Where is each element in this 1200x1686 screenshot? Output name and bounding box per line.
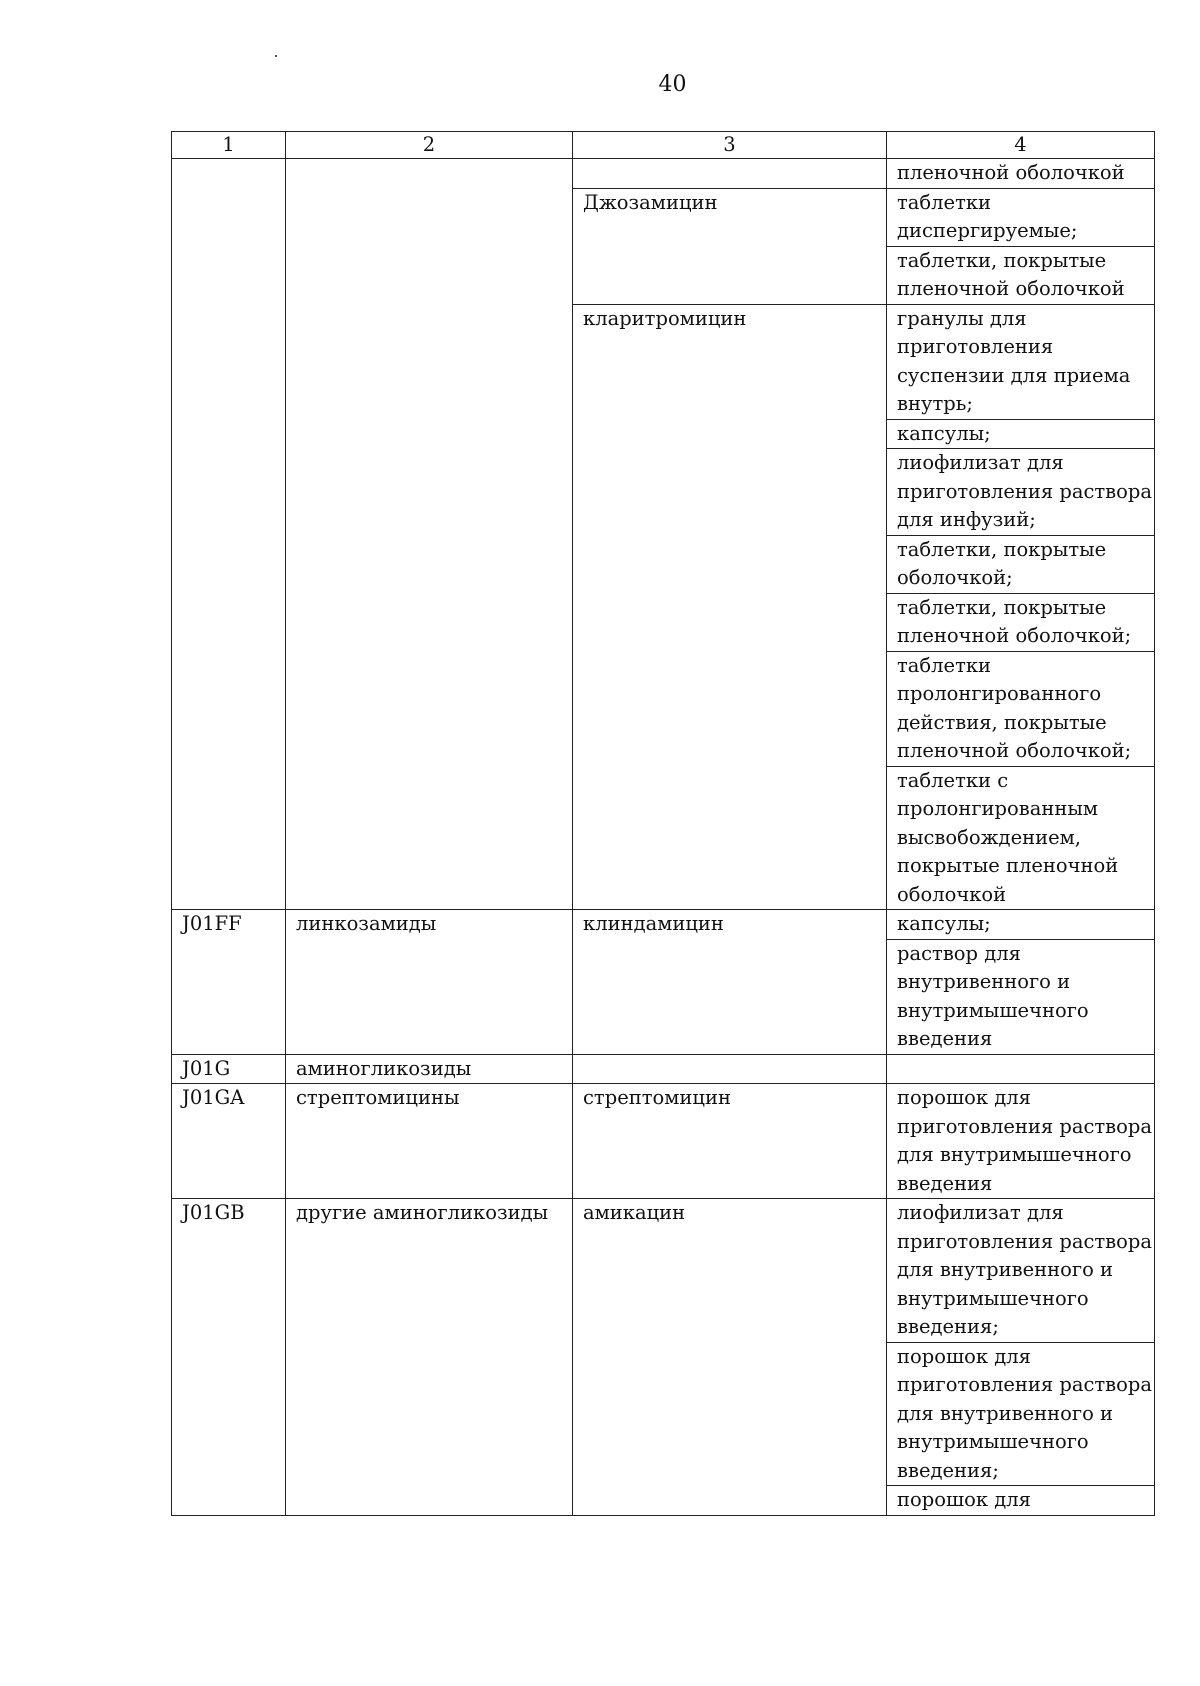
drug-cell: Джозамицин <box>573 188 887 304</box>
forms-cell <box>887 1084 1155 1199</box>
dosage-form: таблетки с пролонгированным высвобождением, покрытые пленочной оболочкой <box>897 768 1119 906</box>
header-col-1: 1 <box>172 132 286 159</box>
dosage-form: капсулы; <box>887 910 1155 940</box>
group-cell <box>286 159 573 910</box>
forms-cell <box>887 304 1155 910</box>
table-row <box>172 910 1155 1055</box>
dosage-form: пленочной оболочкой <box>897 161 1125 184</box>
drug-cell <box>573 159 887 189</box>
group-cell: стрептомицины <box>286 1084 573 1199</box>
atc-code-cell: J01FF <box>172 910 286 1055</box>
forms-cell <box>887 910 1155 1055</box>
forms-cell <box>887 1054 1155 1084</box>
drug-cell: клиндамицин <box>573 910 887 1055</box>
forms-cell <box>887 1199 1155 1516</box>
page-number: 40 <box>658 72 687 97</box>
dosage-form: раствор для внутривенного и внутримышечного введения <box>897 941 1089 1050</box>
dosage-form: лиофилизат для приготовления раствора для инфузий; <box>887 449 1155 536</box>
table-row <box>172 1084 1155 1199</box>
dosage-form: таблетки пролонгированного действия, покрытые пленочной оболочкой; <box>887 652 1155 767</box>
dosage-form: таблетки, покрытые оболочкой; <box>887 536 1155 594</box>
drug-cell: стрептомицин <box>573 1084 887 1199</box>
dosage-form: порошок для приготовления раствора для внутримышечного введения <box>897 1086 1153 1195</box>
header-col-3: 3 <box>573 132 887 159</box>
atc-code-cell: J01GA <box>172 1084 286 1199</box>
drug-cell: амикацин <box>573 1199 887 1516</box>
atc-code-cell <box>172 159 286 910</box>
drug-cell: кларитромицин <box>573 304 887 910</box>
table-row <box>172 1054 1155 1084</box>
dosage-form: таблетки диспергируемые; <box>887 189 1155 247</box>
scan-speck <box>275 55 277 57</box>
table-row <box>172 1199 1155 1516</box>
forms-cell <box>887 159 1155 189</box>
dosage-form: лиофилизат для приготовления раствора для внутривенного и внутримышечного введения; <box>887 1199 1155 1343</box>
dosage-form: порошок для приготовления раствора для внутривенного и внутримышечного введения; <box>887 1343 1155 1487</box>
atc-code-cell: J01G <box>172 1054 286 1084</box>
header-col-4: 4 <box>887 132 1155 159</box>
dosage-form: гранулы для приготовления суспензии для приема внутрь; <box>887 305 1155 420</box>
dosage-form: порошок для <box>897 1488 1031 1511</box>
group-cell: аминогликозиды <box>286 1054 573 1084</box>
drug-table <box>171 131 1155 1516</box>
drug-cell <box>573 1054 887 1084</box>
dosage-form: таблетки, покрытые пленочной оболочкой <box>897 248 1125 300</box>
group-cell: линкозамиды <box>286 910 573 1055</box>
header-col-2: 2 <box>286 132 573 159</box>
atc-code-cell: J01GB <box>172 1199 286 1516</box>
forms-cell <box>887 188 1155 304</box>
table-row <box>172 159 1155 189</box>
dosage-form: таблетки, покрытые пленочной оболочкой; <box>887 594 1155 652</box>
group-cell: другие аминогликозиды <box>286 1199 573 1516</box>
dosage-form: капсулы; <box>887 420 1155 450</box>
table-header-row <box>172 132 1155 159</box>
